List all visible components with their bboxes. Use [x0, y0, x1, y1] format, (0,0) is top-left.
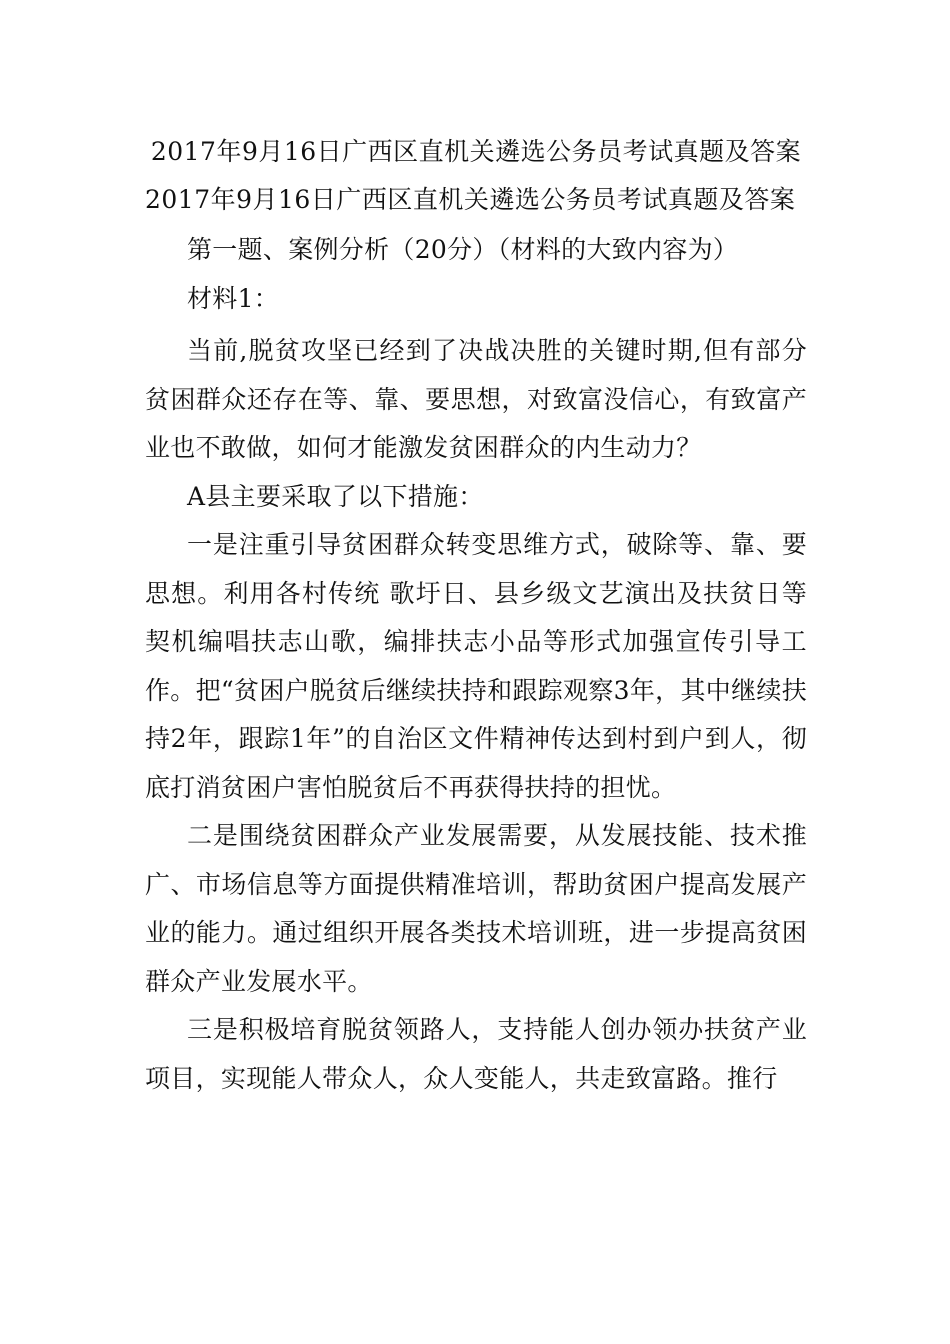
section-heading-question-1: 第一题、案例分析（20分）（材料的大致内容为）	[187, 235, 739, 264]
document-title-repeat: 2017年9月16日广西区直机关遴选公务员考试真题及答案	[145, 185, 796, 214]
paragraph-measure-1: 一是注重引导贫困群众转变思维方式，破除等、靠、要思想。利用各村传统 歌圩日、县乡级文艺演出及扶贫日等契机编唱扶志山歌，编排扶志小品等形式加强宣传引导工作。把“贫困户脱贫后继续扶持和跟踪观察3年，其中继续扶持2年，跟踪1年”的自治区文件精神传达到村到户到人，彻底打消贫困户害怕脱贫后不再获得扶持的担忧。	[145, 530, 807, 802]
title-block	[145, 128, 807, 224]
document-body	[145, 128, 807, 1103]
paragraph-measure-3: 三是积极培育脱贫领路人，支持能人创办领办扶贫产业项目，实现能人带众人，众人变能人，共走致富路。推行	[145, 1015, 807, 1093]
paragraph-measures-lead: A县主要采取了以下措施：	[187, 481, 484, 511]
document-title: 2017年9月16日广西区直机关遴选公务员考试真题及答案	[150, 137, 802, 166]
paragraph-measure-2: 二是围绕贫困群众产业发展需要，从发展技能、技术推广、市场信息等方面提供精准培训，帮助贫困户提高发展产业的能力。通过组织开展各类技术培训班，进一步提高贫困群众产业发展水平。	[145, 821, 807, 996]
material-label: 材料1：	[187, 283, 280, 313]
paragraph-intro: 当前,脱贫攻坚已经到了决战决胜的关键时期,但有部分贫困群众还存在等、靠、要思想，对致富没信心，有致富产业也不敢做，如何才能激发贫困群众的内生动力？	[145, 336, 807, 462]
